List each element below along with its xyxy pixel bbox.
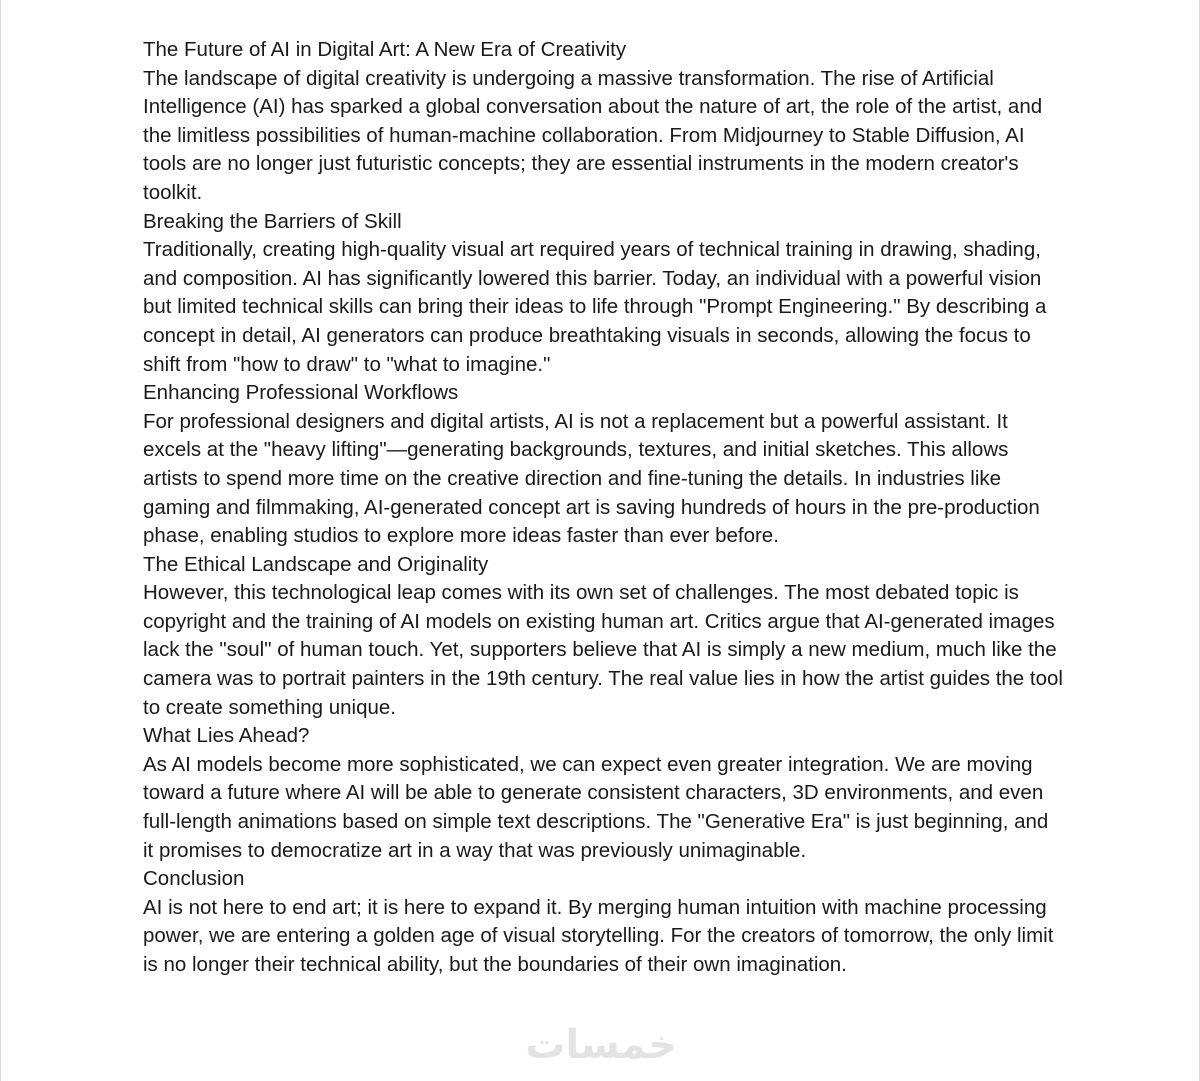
section-heading: Enhancing Professional Workflows (143, 381, 459, 405)
section-heading: Breaking the Barriers of Skill (143, 209, 402, 233)
document-body (143, 36, 1063, 980)
document-title: The Future of AI in Digital Art: A New Era of Creativity (143, 38, 627, 61)
intro-paragraph: The landscape of digital creativity is undergoing a massive transformation. The rise of Artificial Intelligence (AI) has sparked a global conversation about the nature of art, the role of the artist, and the limitless possibilities of human-machine collaboration. From Midjourney to Stable Diffusion, AI tools are no longer just futuristic concepts; they are essential instruments in the modern creator's toolkit. (143, 66, 1043, 204)
section-heading: What Lies Ahead? (143, 724, 310, 748)
section-paragraph: AI is not here to end art; it is here to expand it. By merging human intuition with machine processing power, we are entering a golden age of visual storytelling. For the creators of tomorrow, the only limit is no longer their technical ability, but the boundaries of their own imagination. (143, 895, 1054, 976)
section-paragraph: Traditionally, creating high-quality visual art required years of technical training in drawing, shading, and composition. AI has significantly lowered this barrier. Today, an individual with a powerful vision but limited technical skills can bring their ideas to life through "Prompt Engineering." By describing a concept in detail, AI generators can produce breathtaking visuals in seconds, allowing the focus to shift from "how to draw" to "what to imagine." (143, 238, 1047, 376)
section-paragraph: However, this technological leap comes with its own set of challenges. The most debated topic is copyright and the training of AI models on existing human art. Critics argue that AI-generated images lack the "soul" of human touch. Yet, supporters believe that AI is simply a new medium, much like the camera was to portrait painters in the 19th century. The real value lies in how the artist guides the tool to create something unique. (143, 581, 1063, 719)
section-paragraph: For professional designers and digital artists, AI is not a replacement but a powerful assistant. It excels at the "heavy lifting"—generating backgrounds, textures, and initial sketches. This allows artists to spend more time on the creative direction and fine-tuning the details. In industries like gaming and filmmaking, AI-generated concept art is saving hundreds of hours in the pre-production phase, enabling studios to explore more ideas faster than ever before. (143, 409, 1040, 548)
section-paragraph: As AI models become more sophisticated, we can expect even greater integration. We are moving toward a future where AI will be able to generate consistent characters, 3D environments, and even full-length animations based on simple text descriptions. The "Generative Era" is just beginning, and it promises to democratize art in a way that was previously unimaginable. (143, 752, 1049, 862)
section-heading: Conclusion (143, 867, 245, 891)
section-heading: The Ethical Landscape and Originality (143, 552, 489, 576)
watermark-logo: خمسات (525, 1022, 677, 1068)
